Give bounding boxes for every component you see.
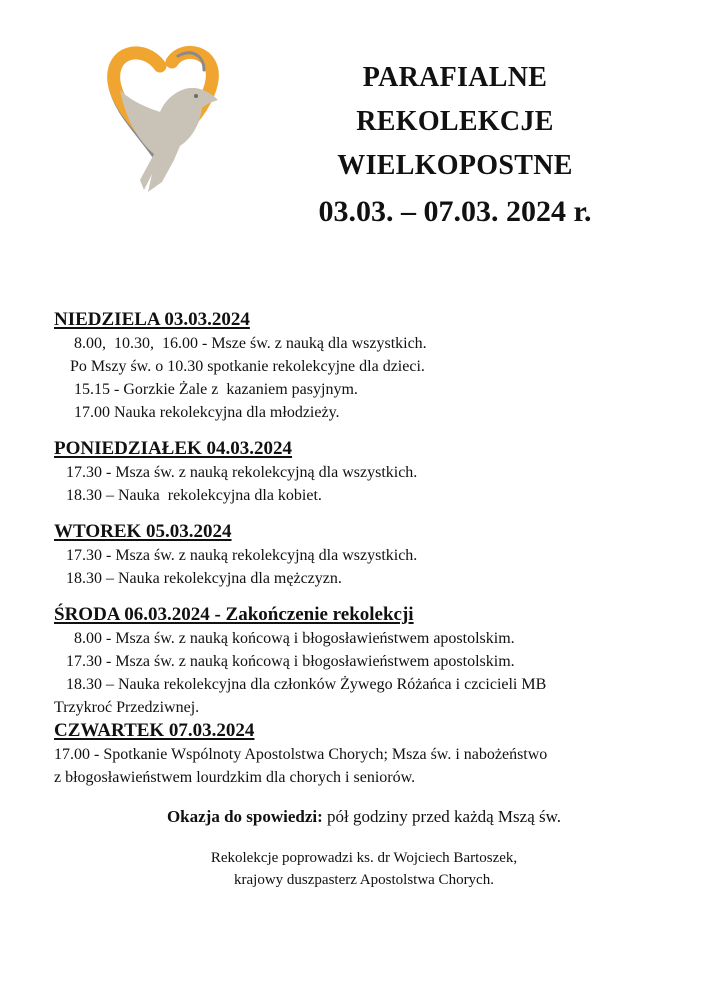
footer-line-2: krajowy duszpasterz Apostolstwa Chorych.	[234, 872, 494, 888]
title-line-1: PARAFIALNE	[362, 62, 548, 93]
title-dates: 03.03. – 07.03. 2024 r.	[318, 195, 592, 228]
schedule	[54, 308, 674, 891]
dove-shape	[120, 88, 218, 192]
schedule-line: 17.30 - Msza św. z nauką końcową i błogosławieństwem apostolskim.	[54, 653, 515, 670]
day-tuesday	[54, 520, 674, 590]
schedule-line: 18.30 – Nauka rekolekcyjna dla mężczyzn.	[54, 570, 342, 587]
heart-dove-icon	[100, 42, 228, 198]
schedule-line: 17.00 Nauka rekolekcyjna dla młodzieży.	[54, 404, 340, 421]
schedule-line: 18.30 – Nauka rekolekcyjna dla kobiet.	[54, 487, 322, 504]
day-wednesday	[54, 603, 674, 719]
day-sunday	[54, 308, 674, 424]
schedule-line: 8.00 - Msza św. z nauką końcową i błogosławieństwem apostolskim.	[54, 630, 515, 647]
confession-label: Okazja do spowiedzi:	[166, 807, 323, 826]
schedule-line: z błogosławieństwem lourdzkim dla chorych i seniorów.	[54, 769, 416, 786]
day-monday	[54, 437, 674, 507]
schedule-line: 17.30 - Msza św. z nauką rekolekcyjną dla wszystkich.	[54, 547, 418, 564]
schedule-line: 18.30 – Nauka rekolekcyjna dla członków Żywego Różańca i czcicieli MB	[54, 676, 547, 693]
day-thursday	[54, 719, 674, 789]
schedule-line: 17.00 - Spotkanie Wspólnoty Apostolstwa Chorych; Msza św. i nabożeństwo	[54, 746, 548, 763]
schedule-line: 17.30 - Msza św. z nauką rekolekcyjną dla wszystkich.	[54, 464, 418, 481]
day-heading: WTOREK 05.03.2024	[54, 521, 232, 542]
day-heading: CZWARTEK 07.03.2024	[54, 720, 255, 741]
schedule-line: Trzykroć Przedziwnej.	[54, 699, 200, 716]
footer-line-1: Rekolekcje poprowadzi ks. dr Wojciech Bartoszek,	[210, 850, 518, 866]
title-line-3: WIELKOPOSTNE	[337, 150, 573, 181]
title-block	[290, 56, 620, 234]
footer-note	[54, 847, 674, 891]
day-heading: ŚRODA 06.03.2024 - Zakończenie rekolekcji	[54, 604, 414, 625]
day-heading: PONIEDZIAŁEK 04.03.2024	[54, 438, 293, 459]
confession-note	[54, 805, 674, 829]
day-heading: NIEDZIELA 03.03.2024	[54, 309, 250, 330]
title-line-2: REKOLEKCJE	[356, 106, 554, 137]
schedule-line: Po Mszy św. o 10.30 spotkanie rekolekcyjne dla dzieci.	[54, 358, 425, 375]
schedule-line: 8.00, 10.30, 16.00 - Msze św. z nauką dla wszystkich.	[54, 335, 427, 352]
schedule-line: 15.15 - Gorzkie Żale z kazaniem pasyjnym.	[54, 381, 358, 398]
confession-text: pół godziny przed każdą Mszą św.	[322, 807, 562, 826]
